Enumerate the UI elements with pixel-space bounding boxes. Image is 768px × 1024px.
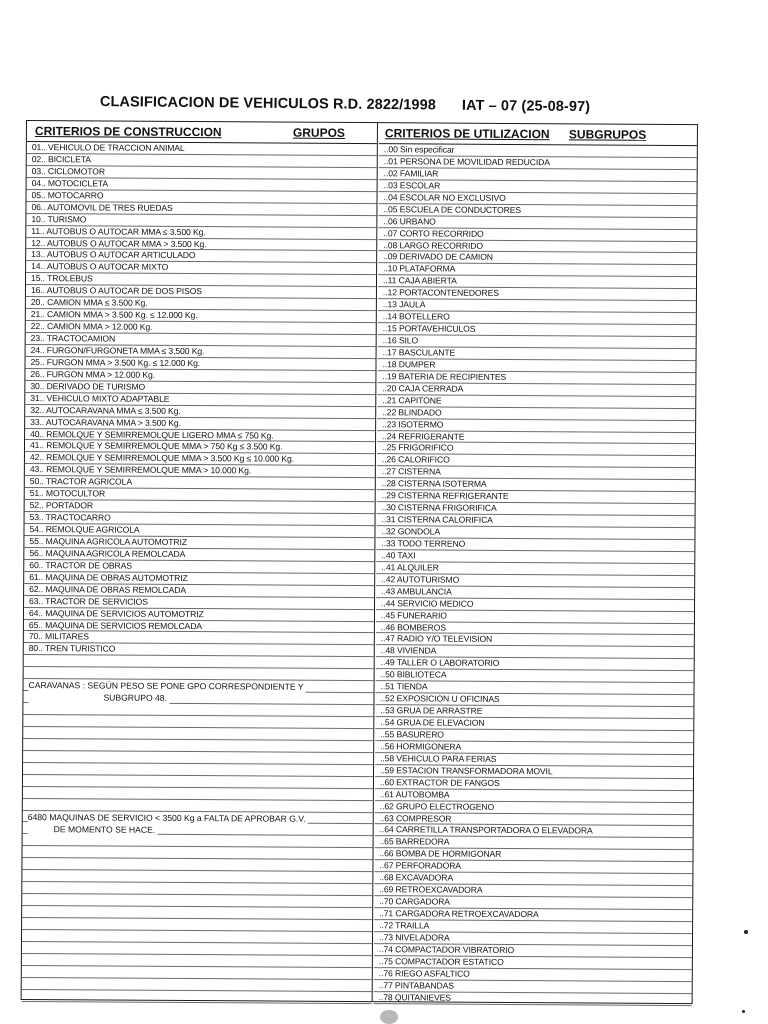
row-label: ..41 ALQUILER — [381, 561, 439, 573]
row-label: ..73 NIVELADORA — [378, 932, 450, 943]
row-label: ..52 EXPOSICION U OFICINAS — [380, 693, 500, 705]
row-label: ..05 ESCUELA DE CONDUCTORES — [383, 203, 522, 215]
row-label: 33.. AUTOCARAVANA MMA > 3.500 Kg. — [30, 416, 181, 428]
row-label: 16.. AUTOBUS O AUTOCAR DE DOS PISOS — [30, 285, 202, 297]
row-label: ..12 PORTACONTENEDORES — [382, 287, 499, 299]
row-label: ..51 TIENDA — [380, 681, 428, 692]
row-label: 60.. TRACTOR DE OBRAS — [29, 559, 132, 571]
row-label: 43.. REMOLQUE Y SEMIRREMOLQUE MMA > 10.000 Kg. — [29, 464, 252, 476]
row-label: 62.. MAQUINA DE OBRAS REMOLCADA — [29, 583, 187, 595]
row-label: ..24 REFRIGERANTE — [382, 430, 465, 442]
row-label: ..07 CORTO RECORRIDO — [383, 227, 484, 239]
row-label: ..59 ESTACION TRANSFORMADORA MOVIL — [380, 764, 553, 776]
row-label: 70.. MILITARES — [28, 631, 89, 642]
row-label: ..56 HORMIGONERA — [380, 741, 462, 752]
row-label: ..66 BOMBA DE HORMIGONAR — [379, 848, 502, 860]
row-label: ..04 ESCOLAR NO EXCLUSIVO — [383, 191, 506, 203]
row-label: 06.. AUTOMOVIL DE TRES RUEDAS — [31, 201, 173, 213]
row-label: ..08 LARGO RECORRIDO — [383, 239, 483, 251]
row-label: 21.. CAMION MMA > 3.500 Kg. ≤ 12.000 Kg. — [30, 309, 198, 321]
row-label: 54.. REMOLQUE AGRICOLA — [29, 524, 140, 535]
group-list — [22, 142, 377, 1004]
row-label: ..00 Sin especificar — [383, 144, 455, 155]
groups-heading: GRUPOS — [292, 125, 345, 140]
construction-criteria-column — [22, 121, 377, 1004]
row-label: ..33 TODO TERRENO — [381, 538, 466, 549]
row-label: ..19 BATERIA DE RECIPIENTES — [382, 370, 507, 382]
row-label: ..10 PLATAFORMA — [383, 263, 456, 275]
row-label: ..54 GRUA DE ELEVACION — [380, 717, 485, 728]
row-label: ..43 AMBULANCIA — [381, 585, 452, 597]
row-label: 11.. AUTOBUS O AUTOCAR MMA ≤ 3.500 Kg. — [31, 225, 206, 237]
row-label: ..60 EXTRACTOR DE FANGOS — [379, 776, 500, 788]
service-machines-note-continuation: DE MOMENTO SE HACE. — [28, 824, 158, 837]
row-label: ..61 AUTOBOMBA — [379, 788, 450, 800]
table-row — [22, 990, 372, 1004]
row-label: 13.. AUTOBUS O AUTOCAR ARTICULADO — [31, 249, 196, 261]
row-label: 04.. MOTOCICLETA — [31, 177, 109, 189]
row-label: ..70 CARGADORA — [379, 896, 450, 907]
row-label: ..03 ESCOLAR — [383, 179, 441, 191]
row-label: ..23 ISOTERMO — [382, 418, 444, 430]
row-label: 22.. CAMION MMA > 12.000 Kg. — [30, 321, 153, 332]
row-label: 30.. DERIVADO DE TURISMO — [30, 380, 146, 392]
row-label: ..13 JAULA — [382, 299, 426, 310]
row-label: 61.. MAQUINA DE OBRAS AUTOMOTRIZ — [29, 571, 188, 583]
utilization-criteria-heading: CRITERIOS DE UTILIZACION — [384, 126, 550, 142]
classification-table — [21, 120, 698, 1004]
construction-criteria-heading: CRITERIOS DE CONSTRUCCION — [34, 124, 222, 140]
row-label: ..11 CAJA ABIERTA — [382, 275, 457, 286]
row-label: ..76 RIEGO ASFALTICO — [378, 967, 470, 979]
row-label: 32.. AUTOCARAVANA MMA ≤ 3.500 Kg. — [30, 404, 181, 416]
row-label: 26.. FURGON MMA > 12.000 Kg. — [30, 368, 155, 380]
row-label: 42.. REMOLQUE Y SEMIRREMOLQUE MMA > 3.500 Kg ≤ 10.000 Kg. — [29, 452, 294, 465]
row-label: ..48 VIVIENDA — [380, 645, 437, 656]
row-label: ..29 CISTERNA REFRIGERANTE — [381, 490, 509, 502]
row-label: ..65 BARREDORA — [379, 836, 450, 847]
row-label: ..53 GRUA DE ARRASTRE — [380, 705, 483, 716]
row-label: ..31 CISTERNA CALORIFICA — [381, 514, 493, 525]
row-label: ..77 PINTABANDAS — [378, 979, 454, 991]
table-row — [374, 992, 692, 1006]
row-label: 03.. CICLOMOTOR — [31, 165, 106, 177]
row-label: ..22 BLINDADO — [382, 406, 442, 418]
row-label: ..02 FAMILIAR — [383, 168, 439, 179]
row-label: ..67 PERFORADORA — [379, 860, 461, 871]
row-label: ..55 BASURERO — [380, 729, 444, 740]
row-label: 24.. FURGON/FURGONETA MMA ≤ 3.500 Kg. — [30, 344, 205, 357]
row-label: ..74 COMPACTADOR VIBRATORIO — [378, 943, 515, 955]
row-label: ..68 EXCAVADORA — [379, 872, 454, 883]
row-label: ..21 CAPITONE — [382, 394, 442, 406]
row-label: ..14 BOTELLERO — [382, 311, 450, 322]
document-title: CLASIFICACION DE VEHICULOS R.D. 2822/1998 — [99, 94, 437, 114]
page-title — [100, 94, 660, 122]
row-label: 50.. TRACTOR AGRICOLA — [29, 476, 132, 487]
row-label: ..17 BASCULANTE — [382, 347, 456, 358]
row-label: 02.. BICICLETA — [31, 153, 91, 165]
row-label: 10.. TURISMO — [31, 213, 87, 224]
row-label: ..64 CARRETILLA TRANSPORTADORA O ELEVADORA — [379, 824, 593, 836]
row-label: ..45 FUNERARIO — [380, 609, 447, 621]
row-label: ..01 PERSONA DE MOVILIDAD REDUCIDA — [383, 156, 550, 168]
row-label: 05.. MOTOCARRO — [31, 189, 104, 201]
row-label: ..72 TRAILLA — [379, 920, 430, 931]
utilization-criteria-column — [374, 123, 697, 1005]
scan-speck — [742, 1010, 745, 1013]
row-label: ..47 RADIO Y/O TELEVISION — [380, 633, 493, 645]
row-label: 41.. REMOLQUE Y SEMIRREMOLQUE MMA > 750 Kg ≤ 3.500 Kg. — [29, 440, 283, 453]
row-label: ..69 RETROEXCAVADORA — [379, 884, 483, 895]
row-label: ..58 VEHICULO PARA FERIAS — [380, 752, 497, 764]
row-label: ..30 CISTERNA FRIGORIFICA — [381, 502, 497, 514]
row-label: ..16 SILO — [382, 335, 419, 346]
row-label: ..28 CISTERNA ISOTERMA — [381, 478, 487, 490]
service-machines-note: 6480 MAQUINAS DE SERVICIO < 3500 Kg a FALTA DE APROBAR G.V. — [27, 811, 306, 824]
row-label: 12.. AUTOBUS O AUTOCAR MMA > 3.500 Kg. — [31, 237, 207, 249]
row-label: 23.. TRACTOCAMION — [30, 333, 116, 344]
row-label: ..20 CAJA CERRADA — [382, 382, 464, 394]
row-label: ..42 AUTOTURISMO — [381, 573, 460, 585]
row-label: ..44 SERVICIO MEDICO — [381, 597, 474, 609]
row-label: 51.. MOTOCULTOR — [29, 488, 106, 499]
row-label: ..46 BOMBEROS — [380, 621, 447, 633]
scan-speck — [744, 930, 748, 934]
subgroup-list — [374, 144, 697, 1005]
row-label: 01.. VEHICULO DE TRACCION ANIMAL — [31, 142, 185, 153]
construction-criteria-header — [27, 121, 377, 144]
row-label: 15.. TROLEBUS — [31, 273, 93, 284]
row-label: ..78 QUITANIEVES — [378, 991, 451, 1003]
caravanas-note: CARAVANAS : SEGÚN PESO SE PONE GPO CORRESPONDIENTE Y — [28, 680, 304, 692]
row-label: ..62 GRUPO ELECTROGENO — [379, 800, 495, 812]
row-label: 64.. MAQUINA DE SERVICIOS AUTOMOTRIZ — [28, 607, 204, 619]
row-label: ..27 CISTERNA — [381, 466, 441, 477]
row-label: 20.. CAMION MMA ≤ 3.500 Kg. — [30, 297, 148, 308]
subgroups-heading: SUBGRUPOS — [568, 127, 647, 142]
row-label: ..40 TAXI — [381, 550, 416, 561]
row-label: ..50 BIBLIOTECA — [380, 669, 447, 680]
row-label: ..63 COMPRESOR — [379, 812, 452, 824]
row-label: 52.. PORTADOR — [29, 500, 94, 511]
row-label: 40.. REMOLQUE Y SEMIRREMOLQUE LIGERO MMA ≤ 750 Kg. — [30, 428, 274, 441]
row-label: ..18 DUMPER — [382, 359, 436, 370]
caravanas-note-continuation: SUBGRUPO 48. — [28, 692, 169, 705]
row-label: 63.. TRACTOR DE SERVICIOS — [29, 595, 148, 607]
row-label: ..15 PORTAVEHICULOS — [382, 323, 476, 334]
row-label: 14.. AUTOBUS O AUTOCAR MIXTO — [31, 261, 169, 273]
row-label: 55.. MAQUINA AGRICOLA AUTOMOTRIZ — [29, 535, 188, 547]
row-label: ..75 COMPACTADOR ESTATICO — [378, 955, 504, 967]
row-label: ..49 TALLER O LABORATORIO — [380, 657, 500, 669]
utilization-criteria-header — [379, 123, 697, 146]
row-label: ..26 CALORIFICO — [381, 454, 450, 465]
row-label: 65.. MAQUINA DE SERVICIOS REMOLCADA — [28, 619, 202, 631]
row-label: ..06 URBANO — [383, 215, 436, 227]
row-label: ..71 CARGADORA RETROEXCAVADORA — [379, 908, 539, 920]
row-label: 53.. TRACTOCARRO — [29, 512, 111, 523]
row-label: 25.. FURGON MMA > 3.500 Kg. ≤ 12.000 Kg. — [30, 356, 201, 368]
row-label: 31.. VEHICULO MIXTO ADAPTABLE — [30, 392, 170, 404]
document-code: IAT – 07 (25-08-97) — [461, 97, 591, 116]
row-label: ..25 FRIGORIFICO — [381, 442, 454, 454]
page-stamp-mark — [380, 1010, 398, 1024]
row-label: 56.. MAQUINA AGRICOLA REMOLCADA — [29, 547, 186, 559]
row-label: ..09 DERIVADO DE CAMION — [383, 251, 493, 263]
row-label: 80.. TREN TURISTICO — [28, 643, 116, 654]
row-label: ..32 GONDOLA — [381, 526, 441, 537]
